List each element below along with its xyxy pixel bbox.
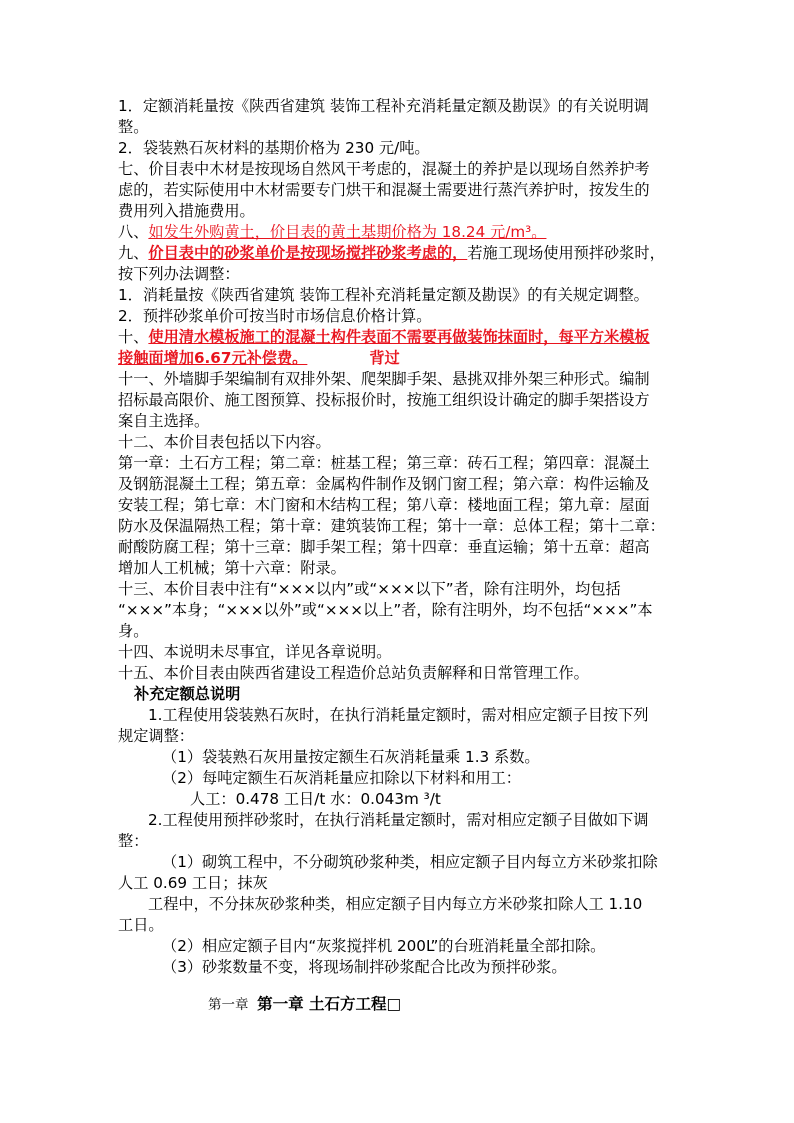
text-line: 第一章：土石方工程；第二章：桩基工程；第三章：砖石工程；第四章：混凝土 — [118, 454, 650, 472]
text-line — [118, 243, 665, 264]
text-line: （2）相应定额子目内“灰浆搅拌机 200L”的台班消耗量全部扣除。 — [162, 937, 606, 955]
text-line: 及钢筋混凝土工程；第五章：金属构件制作及钢门窗工程；第六章：构件运输及 — [118, 475, 650, 493]
text-line: 案自主选择。 — [118, 412, 210, 430]
text-line: （1）砌筑工程中，不分砌筑砂浆种类，相应定额子目内每立方米砂浆扣除 — [162, 853, 658, 871]
text-line: 十二、本价目表包括以下内容。 — [118, 433, 331, 451]
text-line: 2．预拌砂浆单价可按当时市场信息价格计算。 — [118, 307, 432, 325]
text-line: 十四、本说明未尽事宜，详见各章说明。 — [118, 643, 392, 661]
highlighted-text: 如发生外购黄土，价目表的黄土基期价格为 18.24 元/m³。 — [148, 223, 547, 241]
text-line: “×××”本身；“×××以外”或“×××以上”者，除有注明外，均不包括“×××”本 — [118, 601, 653, 619]
text-line — [118, 222, 546, 243]
text-line: 1．消耗量按《陕西省建筑 装饰工程补充消耗量定额及勘误》的有关规定调整。 — [118, 286, 649, 304]
item-number: 八、 — [118, 223, 149, 241]
text-line: 身。 — [118, 622, 149, 640]
highlighted-text: 接触面增加6.67元补偿费。 — [118, 349, 308, 367]
highlighted-text: 价目表中的砂浆单价是按现场搅拌砂浆考虑的， — [148, 244, 468, 262]
text-line: （1）袋装熟石灰用量按定额生石灰消耗量乘 1.3 系数。 — [162, 748, 540, 766]
text-line: （2）每吨定额生石灰消耗量应扣除以下材料和用工： — [162, 769, 521, 787]
text-line: 七、价目表中木材是按现场自然风干考虑的，混凝土的养护是以现场自然养护考 — [118, 160, 650, 178]
text-line — [118, 327, 650, 348]
text-line: 招标最高限价、施工图预算、投标报价时，按施工组织设计确定的脚手架搭设方 — [118, 391, 650, 409]
text-line: 十三、本价目表中注有“×××以内”或“×××以下”者，除有注明外，均包括 — [118, 580, 621, 598]
text-line: 十一、外墙脚手架编制有双排外架、爬架脚手架、悬挑双排外架三种形式。编制 — [118, 370, 650, 388]
text-line: 工程中，不分抹灰砂浆种类，相应定额子目内每立方米砂浆扣除人工 1.10 — [148, 895, 643, 913]
text-line: 耐酸防腐工程；第十三章：脚手架工程；第十四章：垂直运输；第十五章：超高 — [118, 538, 650, 556]
text-line: 2．袋装熟石灰材料的基期价格为 230 元/吨。 — [118, 139, 430, 157]
text-line: 工日。 — [118, 916, 164, 934]
text-span: 若施工现场使用预拌砂浆时， — [467, 244, 665, 262]
text-line: 整： — [118, 832, 149, 850]
text-line: （3）砂浆数量不变，将现场制拌砂浆配合比改为预拌砂浆。 — [162, 958, 567, 976]
text-line: 安装工程；第七章：木门窗和木结构工程；第八章：楼地面工程；第九章：屋面 — [118, 496, 650, 514]
text-line: 费用列入措施费用。 — [118, 202, 255, 220]
text-line: 2.工程使用预拌砂浆时，在执行消耗量定额时，需对相应定额子目做如下调 — [148, 811, 649, 829]
text-line: 增加人工机械；第十六章：附录。 — [118, 559, 346, 577]
section-heading: 补充定额总说明 — [134, 685, 241, 703]
text-line: 人工：0.478 工日/t 水：0.043m ³/t — [190, 790, 441, 808]
text-line: 规定调整： — [118, 727, 194, 745]
placeholder-box-glyph: □ — [386, 995, 402, 1013]
item-number: 九、 — [118, 244, 149, 262]
text-line: 1．定额消耗量按《陕西省建筑 装饰工程补充消耗量定额及勘误》的有关说明调 — [118, 97, 649, 115]
text-line: 防水及保温隔热工程；第十章：建筑装饰工程；第十一章：总体工程；第十二章： — [118, 517, 665, 535]
text-line: 人工 0.69 工日；抹灰 — [118, 874, 268, 892]
text-line: 按下列办法调整： — [118, 265, 240, 283]
text-line: 十五、本价目表由陕西省建设工程造价总站负责解释和日常管理工作。 — [118, 664, 589, 682]
text-line — [118, 348, 400, 369]
chapter-title: 第一章 土石方工程 — [257, 995, 387, 1013]
highlighted-text: 使用清水模板施工的混凝土构件表面不需要再做装饰抹面时，每平方米模板 — [148, 328, 650, 346]
annotation-text: 背过 — [369, 349, 400, 367]
text-line: 虑的，若实际使用中木材需要专门烘干和混凝土需要进行蒸汽养护时，按发生的 — [118, 181, 650, 199]
item-number: 十、 — [118, 328, 149, 346]
text-line: 1.工程使用袋装熟石灰时，在执行消耗量定额时，需对相应定额子目按下列 — [148, 706, 649, 724]
chapter-heading — [208, 994, 401, 1015]
chapter-label: 第一章 — [208, 997, 249, 1013]
text-line: 整。 — [118, 118, 149, 136]
